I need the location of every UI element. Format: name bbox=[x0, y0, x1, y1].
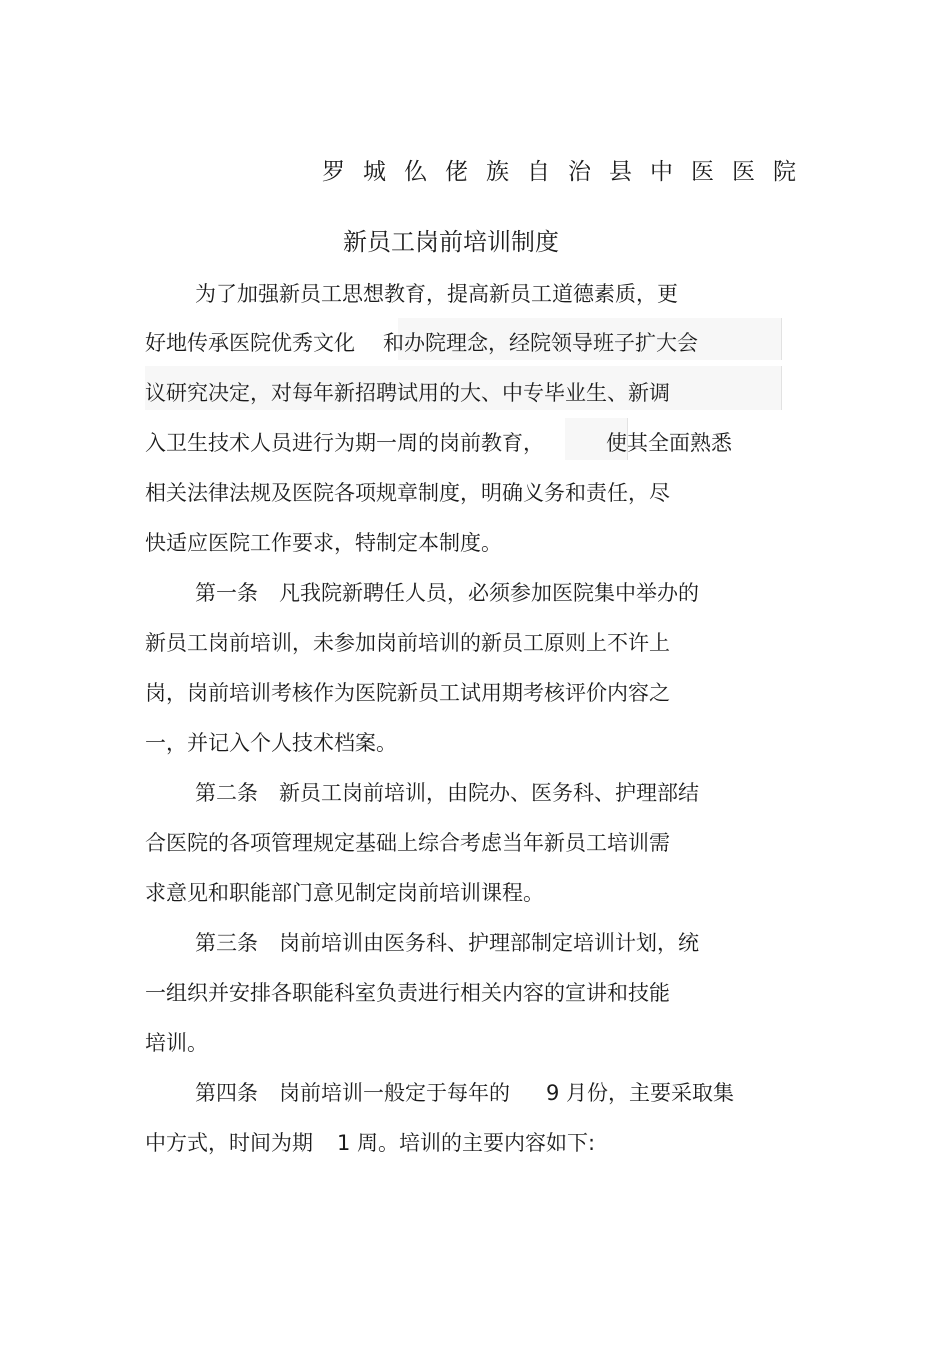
article-line: 培训。 bbox=[145, 1031, 208, 1055]
article-line bbox=[145, 1128, 595, 1158]
article-line: 合医院的各项管理规定基础上综合考虑当年新员工培训需 bbox=[145, 831, 670, 855]
paragraph-line: 议研究决定，对每年新招聘试用的大、中专毕业生、新调 bbox=[145, 381, 670, 405]
document-title: 新员工岗前培训制度 bbox=[343, 228, 559, 256]
text-span: 9 月份，主要采取集 bbox=[546, 1081, 735, 1105]
text-span: 入卫生技术人员进行为期一周的岗前教育， bbox=[145, 431, 544, 455]
text-span: 好地传承医院优秀文化 bbox=[145, 331, 355, 355]
article-line: 岗，岗前培训考核作为医院新员工试用期考核评价内容之 bbox=[145, 681, 670, 705]
hospital-name: 罗城仫佬族自治县中医医院 bbox=[322, 159, 814, 185]
text-span: 使其全面熟悉 bbox=[606, 431, 732, 455]
paragraph-line: 为了加强新员工思想教育，提高新员工道德素质，更 bbox=[195, 282, 678, 306]
text-span: 和办院理念，经院领导班子扩大会 bbox=[383, 331, 698, 355]
text-span: 第四条 岗前培训一般定于每年的 bbox=[195, 1081, 510, 1105]
paragraph-line: 快适应医院工作要求，特制定本制度。 bbox=[145, 531, 502, 555]
article-line: 求意见和职能部门意见制定岗前培训课程。 bbox=[145, 881, 544, 905]
article-line: 一组织并安排各职能科室负责进行相关内容的宣讲和技能 bbox=[145, 981, 670, 1005]
article-line: 第一条 凡我院新聘任人员，必须参加医院集中举办的 bbox=[195, 581, 699, 605]
article-line: 第二条 新员工岗前培训，由院办、医务科、护理部结 bbox=[195, 781, 699, 805]
article-line: 第三条 岗前培训由医务科、护理部制定培训计划，统 bbox=[195, 931, 699, 955]
article-line bbox=[195, 1078, 734, 1108]
text-span: 1 周。培训的主要内容如下: bbox=[337, 1131, 596, 1155]
paragraph-line: 相关法律法规及医院各项规章制度，明确义务和责任，尽 bbox=[145, 481, 670, 505]
paragraph-line bbox=[145, 428, 732, 458]
paragraph-line bbox=[145, 328, 698, 358]
article-line: 一，并记入个人技术档案。 bbox=[145, 731, 397, 755]
text-span: 中方式，时间为期 bbox=[145, 1131, 313, 1155]
article-line: 新员工岗前培训，未参加岗前培训的新员工原则上不许上 bbox=[145, 631, 670, 655]
